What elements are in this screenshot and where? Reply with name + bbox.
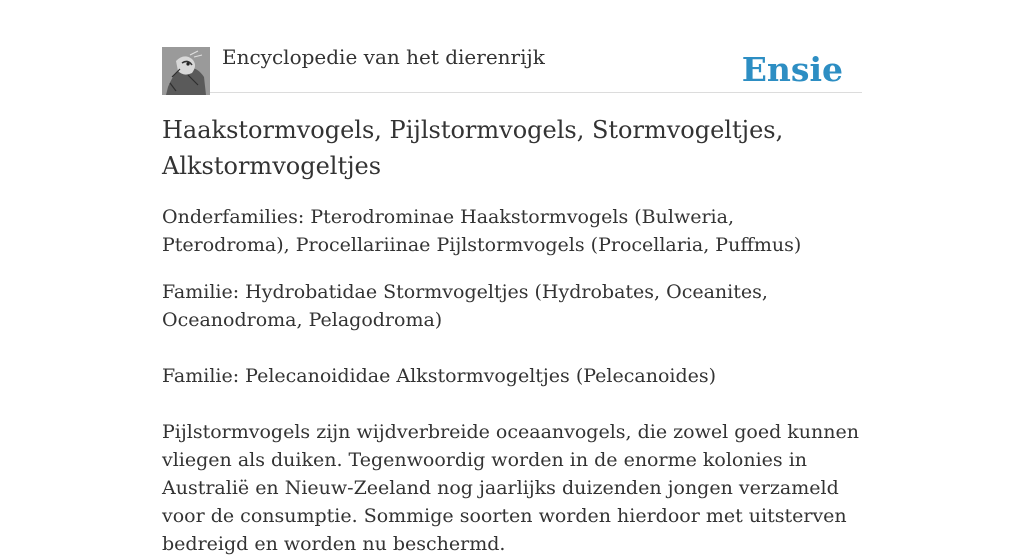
page-container xyxy=(162,0,862,555)
article-title: Haakstormvogels, Pijlstormvogels, Stormvogeltjes, Alkstormvogeltjes xyxy=(162,116,784,180)
article-paragraph: Familie: Hydrobatidae Stormvogeltjes (Hydrobates, Oceanites, Oceanodroma, Pelagodroma) xyxy=(162,281,768,331)
bird-engraving-avatar-icon[interactable] xyxy=(162,47,210,95)
site-name[interactable]: Encyclopedie van het dierenrijk xyxy=(222,45,545,69)
site-header xyxy=(162,0,862,93)
article-paragraph: Pijlstormvogels zijn wijdverbreide oceaanvogels, die zowel goed kunnen vliegen als duiken. Tegenwoordig worden in de enorme kolonies in Australië en Nieuw-Zeeland nog jaarlijks duizenden jongen verzameld voor de consumptie. Sommige soorten worden hierdoor met uitsterven bedreigd en worden nu beschermd. xyxy=(162,421,859,555)
article-paragraph: Familie: Pelecanoididae Alkstormvogeltjes (Pelecanoides) xyxy=(162,365,717,387)
brand-logo[interactable]: Ensie xyxy=(741,50,843,89)
article-paragraph: Onderfamilies: Pterodrominae Haakstormvogels (Bulweria, Pterodroma), Procellariinae Pijlstormvogels (Procellaria, Puffmus) xyxy=(162,206,802,256)
